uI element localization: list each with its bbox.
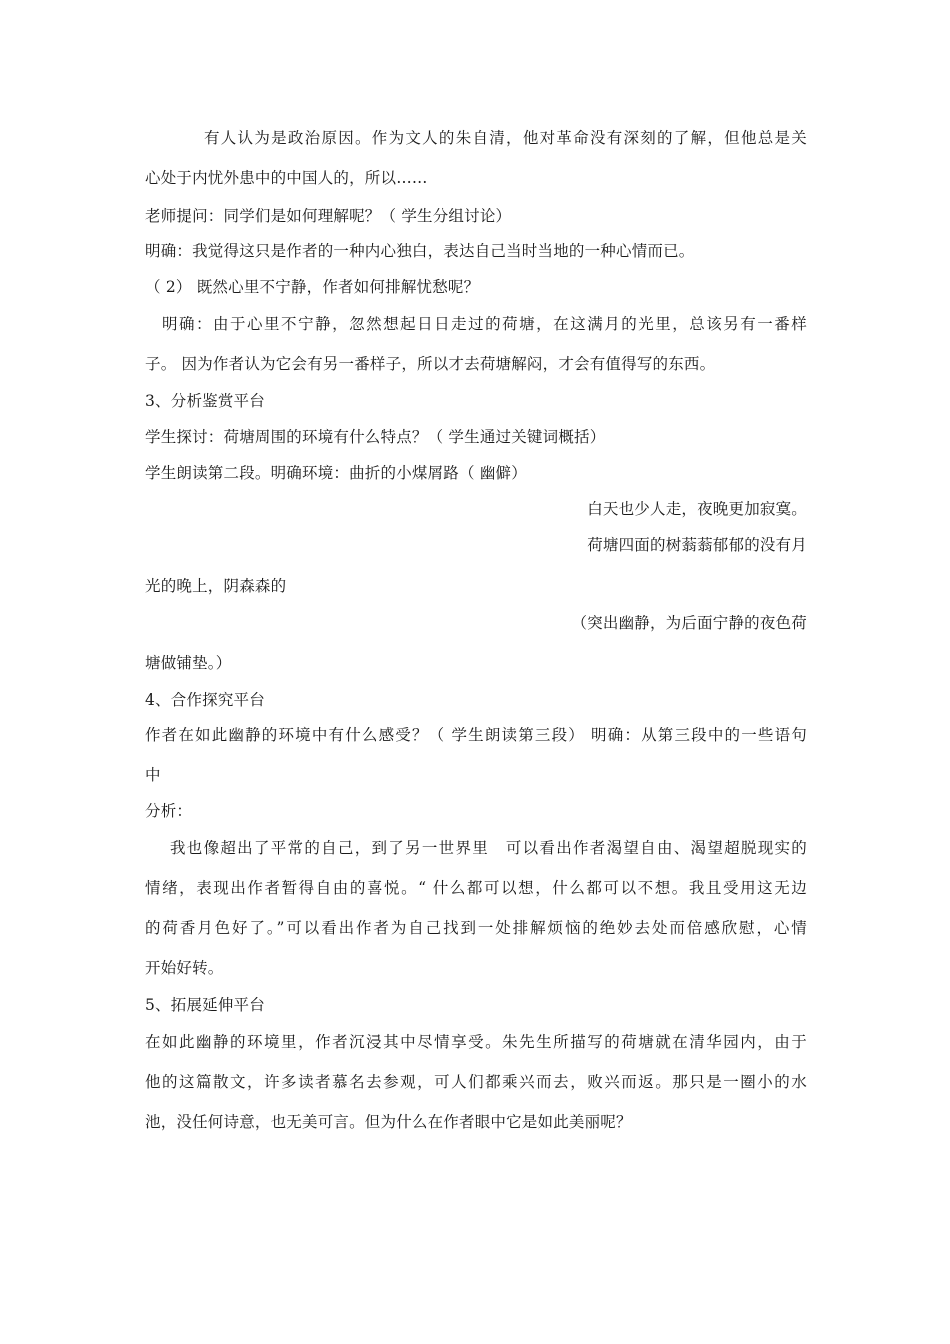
section-heading: 5、拓展延伸平台 xyxy=(145,996,265,1014)
paragraph-line: 我也像超出了平常的自己，到了另一世界里 可以看出作者渴望自由、渴望超脱现实的 xyxy=(170,839,807,857)
paragraph-line: （ 2） 既然心里不宁静，作者如何排解忧愁呢？ xyxy=(145,278,480,296)
paragraph-line: 塘做铺垫。） xyxy=(145,654,232,672)
paragraph-line: 子。 因为作者认为它会有另一番样子，所以才去荷塘解闷，才会有值得写的东西。 xyxy=(145,355,716,373)
paragraph-line: 明确：我觉得这只是作者的一种内心独白，表达自己当时当地的一种心情而已。 xyxy=(145,242,695,260)
paragraph-line: 荷塘四面的树蓊蓊郁郁的没有月 xyxy=(587,536,807,554)
paragraph-line: 有人认为是政治原因。作为文人的朱自清，他对革命没有深刻的了解，但他总是关 xyxy=(204,129,807,147)
paragraph-line: 开始好转。 xyxy=(145,959,224,977)
paragraph-line: 他的这篇散文，许多读者慕名去参观，可人们都乘兴而去，败兴而返。那只是一圈小的水 xyxy=(145,1073,807,1091)
paragraph-line: 学生探讨：荷塘周围的环境有什么特点？（ 学生通过关键词概括） xyxy=(145,428,606,446)
paragraph-line: 的荷香月色好了。”可以看出作者为自己找到一处排解烦恼的绝妙去处而倍感欣慰，心情 xyxy=(145,919,807,937)
paragraph-line: 池，没任何诗意，也无美可言。但为什么在作者眼中它是如此美丽呢？ xyxy=(145,1113,632,1131)
paragraph-line: 分析： xyxy=(145,802,193,820)
paragraph-line: 在如此幽静的环境里，作者沉浸其中尽情享受。朱先生所描写的荷塘就在清华园内，由于 xyxy=(145,1033,807,1051)
paragraph-line: 中 xyxy=(145,766,161,784)
paragraph-line: 光的晚上，阴森森的 xyxy=(145,577,287,595)
paragraph-line: 老师提问：同学们是如何理解呢？（ 学生分组讨论） xyxy=(145,207,512,225)
paragraph-line: 白天也少人走，夜晚更加寂寞。 xyxy=(587,500,807,518)
paragraph-line: 心处于内忧外患中的中国人的，所以…… xyxy=(145,169,428,187)
paragraph-line: （突出幽静，为后面宁静的夜色荷 xyxy=(571,614,807,632)
paragraph-line: 情绪，表现出作者暂得自由的喜悦。“ 什么都可以想，什么都可以不想。我且受用这无边 xyxy=(145,879,807,897)
section-heading: 4、合作探究平台 xyxy=(145,691,265,709)
section-heading: 3、分析鉴赏平台 xyxy=(145,392,265,410)
paragraph-line: 学生朗读第二段。明确环境：曲折的小煤屑路（ 幽僻） xyxy=(145,464,527,482)
paragraph-line: 明确：由于心里不宁静，忽然想起日日走过的荷塘，在这满月的光里，总该另有一番样 xyxy=(162,315,807,333)
paragraph-line: 作者在如此幽静的环境中有什么感受？（ 学生朗读第三段） 明确：从第三段中的一些语句 xyxy=(145,726,807,744)
